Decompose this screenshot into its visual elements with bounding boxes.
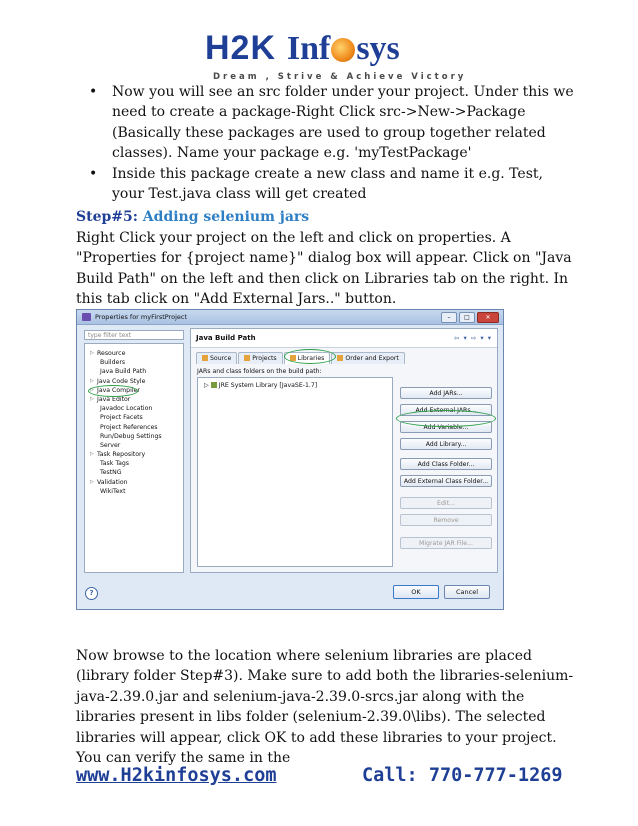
- tree-item-label: Project Facets: [100, 414, 143, 422]
- filter-input[interactable]: [84, 330, 184, 340]
- tree-item-label: Java Editor: [97, 395, 131, 403]
- edit-button[interactable]: Edit...: [400, 497, 492, 509]
- tree-item-testng[interactable]: [85, 468, 183, 477]
- tree-item-label: Validation: [97, 478, 128, 486]
- logo-inf: Inf: [286, 30, 331, 67]
- add-jars-button[interactable]: Add JARs...: [400, 387, 492, 399]
- window-controls: [441, 312, 499, 323]
- tree-item-label: Resource: [97, 350, 126, 357]
- remove-button[interactable]: Remove: [400, 514, 492, 526]
- jre-library-label: JRE System Library [JavaSE-1.7]: [218, 382, 318, 389]
- dialog-title: Properties for myFirstProject: [95, 313, 188, 321]
- bullet-item: [76, 82, 576, 164]
- tree-item-label: Task Repository: [97, 451, 146, 459]
- tree-item-label: Server: [100, 441, 121, 449]
- tab-order-and-export[interactable]: [331, 352, 404, 364]
- tab-projects[interactable]: [238, 352, 282, 364]
- migrate-jar-button[interactable]: Migrate JAR File...: [400, 537, 492, 549]
- bullet-text: Inside this package create a new class and name it e.g. Test, your Test.java class will get created: [112, 165, 543, 203]
- tree-item-label: Task Tags: [100, 460, 130, 468]
- globe-icon: [331, 38, 355, 62]
- ok-button[interactable]: OK: [393, 585, 439, 599]
- expand-arrow-icon[interactable]: ▷: [90, 377, 94, 384]
- build-path-panel: [190, 328, 498, 573]
- tab-source[interactable]: [196, 352, 237, 364]
- highlight-oval-build-path: [88, 385, 138, 397]
- instruction-bullets: [76, 82, 576, 204]
- panel-title: Java Build Path: [196, 334, 256, 342]
- highlight-oval-libraries: [284, 349, 336, 364]
- tree-item-task-repository[interactable]: [85, 450, 183, 459]
- source-folder-icon: [202, 355, 208, 361]
- add-class-folder-button[interactable]: Add Class Folder...: [400, 458, 492, 470]
- dialog-titlebar: [77, 310, 503, 325]
- tree-item-label: Java Code Style: [97, 377, 146, 385]
- paragraph-browse: Now browse to the location where selenium libraries are placed (library folder Step#3). Make sure to add both the libraries-selenium-java-2.39.0.jar and selenium-java-2.39.0-srcs.jar along with the libraries present in libs folder (selenium-2.39.0\libs). The selected libraries will appear, click OK to add these libraries to your project. You can verify the same in the: [76, 648, 574, 767]
- tree-item-java-code-style[interactable]: [85, 377, 183, 386]
- nav-arrows-icon[interactable]: ⇦ ▾ ⇨ ▾ ▾: [454, 334, 492, 342]
- add-external-class-folder-button[interactable]: Add External Class Folder...: [400, 475, 492, 487]
- logo-wordmark: [205, 28, 400, 69]
- logo-h2k: H2K: [205, 29, 277, 67]
- expand-arrow-icon[interactable]: ▷: [90, 350, 94, 356]
- tree-item-wikitext[interactable]: [85, 487, 183, 496]
- expand-arrow-icon[interactable]: ▷: [90, 478, 94, 485]
- tree-item-label: Java Compiler: [97, 386, 140, 394]
- expand-arrow-icon[interactable]: ▷: [90, 386, 94, 393]
- h2k-logo: [205, 28, 467, 88]
- bullet-icon: •: [89, 165, 98, 182]
- tree-item-label: TestNG: [100, 469, 122, 477]
- cancel-button[interactable]: Cancel: [444, 585, 490, 599]
- jre-library-item[interactable]: ▷ JRE System Library [JavaSE-1.7]: [204, 382, 318, 389]
- step-name: Adding selenium jars: [142, 209, 310, 225]
- bullet-text: Now you will see an src folder under your project. Under this we need to create a package-Right Click src->New->Package (Basically these packages are used to group together related classes). Name your package e.g. 'myTestPackage': [112, 84, 574, 162]
- maximize-button[interactable]: □: [459, 312, 475, 323]
- tree-item-label: WikiText: [100, 487, 126, 495]
- projects-icon: [244, 355, 250, 361]
- add-external-jars-button[interactable]: Add External JARs...: [400, 404, 492, 416]
- paragraph-intro: Right Click your project on the left and click on properties. A "Properties for {project name}" dialog box will appear. Click on "Java Build Path" on the left and then click on Libraries tab on the right. In this tab click on "Add External Jars.." button.: [76, 230, 572, 308]
- website-link[interactable]: www.H2kinfosys.com: [76, 765, 277, 786]
- expand-arrow-icon[interactable]: ▷: [90, 395, 94, 402]
- minimize-button[interactable]: –: [441, 312, 457, 323]
- tree-item-project-facets[interactable]: [85, 413, 183, 422]
- close-button[interactable]: ✕: [477, 312, 499, 323]
- tree-item-task-tags[interactable]: [85, 459, 183, 468]
- tree-item-label: Java Build Path: [100, 368, 147, 376]
- tree-item-validation[interactable]: [85, 478, 183, 487]
- library-icon: [211, 382, 217, 388]
- tree-item-label: Builders: [100, 359, 126, 367]
- properties-tree: [84, 343, 184, 573]
- tree-item-server[interactable]: [85, 441, 183, 450]
- add-library-button[interactable]: Add Library...: [400, 438, 492, 450]
- step-number: Step#5:: [76, 209, 138, 225]
- tree-item-java-editor[interactable]: [85, 395, 183, 404]
- tab-label: Projects: [252, 355, 277, 362]
- add-variable-button[interactable]: Add Variable...: [400, 421, 492, 433]
- jars-list[interactable]: [197, 377, 393, 567]
- tree-item-java-build-path[interactable]: [85, 367, 183, 376]
- tree-item-label: Javadoc Location: [100, 405, 153, 413]
- call-number: Call: 770-777-1269: [362, 765, 563, 786]
- tree-item-run-debug-settings[interactable]: [85, 432, 183, 441]
- help-icon[interactable]: ?: [85, 587, 98, 600]
- tree-item-builders[interactable]: [85, 358, 183, 367]
- panel-header: [191, 329, 497, 348]
- properties-dialog: [76, 309, 504, 610]
- tree-item-project-references[interactable]: [85, 423, 183, 432]
- filter-placeholder: type filter text: [88, 332, 132, 339]
- highlight-oval-add-external-jars: [396, 410, 496, 427]
- jars-label: JARs and class folders on the build path:: [197, 368, 322, 375]
- tree-item-javadoc-location[interactable]: [85, 404, 183, 413]
- tab-label: Libraries: [297, 355, 325, 362]
- tree-item-label: Project References: [100, 423, 158, 431]
- logo-sys: sys: [356, 30, 400, 67]
- step-heading: [76, 207, 309, 227]
- tree-item-label: Run/Debug Settings: [100, 432, 162, 440]
- eclipse-icon: [82, 313, 91, 321]
- tree-item-resource[interactable]: [85, 349, 183, 358]
- order-export-icon: [337, 355, 343, 361]
- tab-label: Source: [210, 355, 232, 362]
- bullet-icon: •: [89, 84, 98, 100]
- tab-label: Order and Export: [345, 355, 399, 362]
- logo-tagline: Dream , Strive & Achieve Victory: [213, 72, 467, 82]
- expand-arrow-icon[interactable]: ▷: [90, 451, 94, 458]
- bullet-item: [76, 164, 576, 205]
